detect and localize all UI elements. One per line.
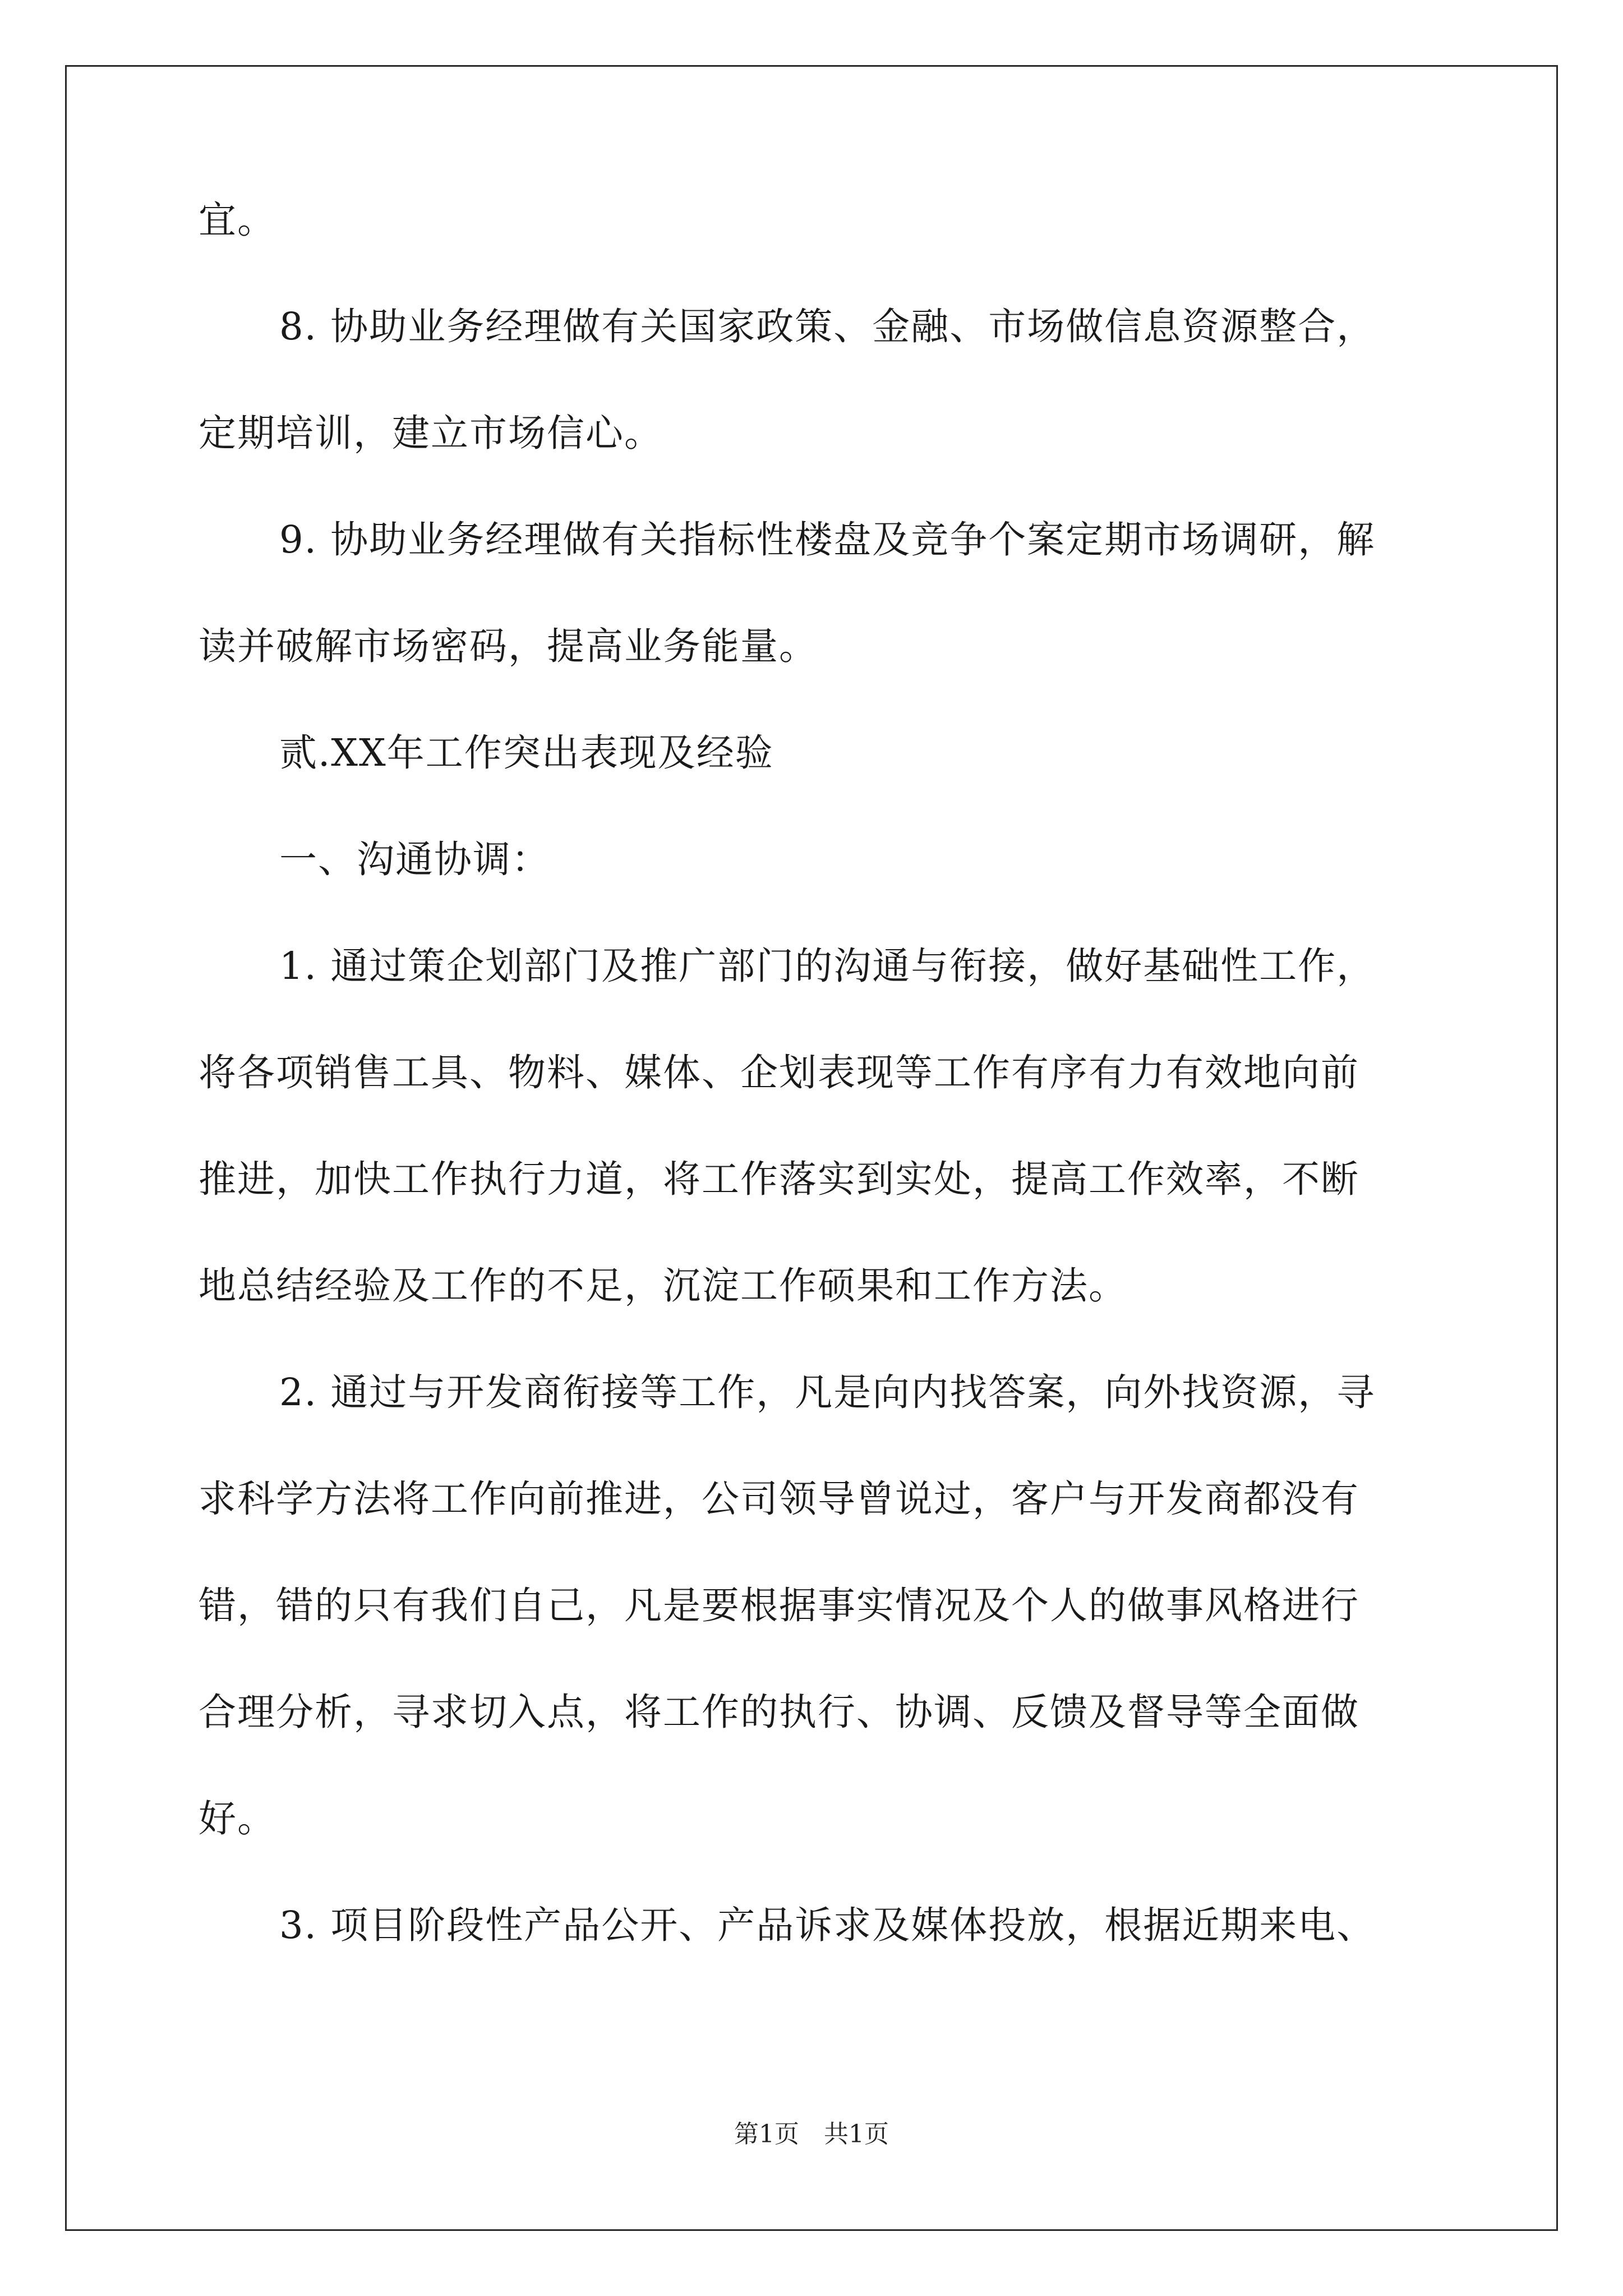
text-line: 读并破解市场密码，提高业务能量。 (199, 624, 818, 668)
text-line: 将各项销售工具、物料、媒体、企划表现等工作有序有力有效地向前 (199, 1051, 1359, 1094)
text-line: 3. 项目阶段性产品公开、产品诉求及媒体投放，根据近期来电、 (279, 1903, 1376, 1947)
text-line: 8. 协助业务经理做有关国家政策、金融、市场做信息资源整合， (279, 305, 1376, 348)
text-line: 推进，加快工作执行力道，将工作落实到实处，提高工作效率，不断 (199, 1157, 1359, 1201)
text-line: 9. 协助业务经理做有关指标性楼盘及竞争个案定期市场调研，解 (279, 518, 1376, 562)
text-line: 宜。 (199, 198, 276, 242)
text-line: 定期培训，建立市场信心。 (199, 411, 663, 455)
text-line: 地总结经验及工作的不足，沉淀工作硕果和工作方法。 (199, 1264, 1127, 1308)
page-number-footer: 第1页 共1页 (734, 2120, 889, 2148)
text-line: 好。 (199, 1797, 276, 1841)
section-heading: 贰.XX年工作突出表现及经验 (279, 731, 774, 775)
text-line: 2. 通过与开发商衔接等工作，凡是向内找答案，向外找资源，寻 (279, 1370, 1376, 1414)
text-line: 1. 通过策企划部门及推广部门的沟通与衔接，做好基础性工作， (279, 944, 1376, 988)
subsection-heading: 一、沟通协调： (279, 838, 550, 881)
document-body (199, 194, 1432, 2005)
text-line: 合理分析，寻求切入点，将工作的执行、协调、反馈及督导等全面做 (199, 1690, 1359, 1734)
text-line: 求科学方法将工作向前推进，公司领导曾说过，客户与开发商都没有 (199, 1477, 1359, 1521)
text-line: 错，错的只有我们自己，凡是要根据事实情况及个人的做事风格进行 (199, 1584, 1359, 1627)
